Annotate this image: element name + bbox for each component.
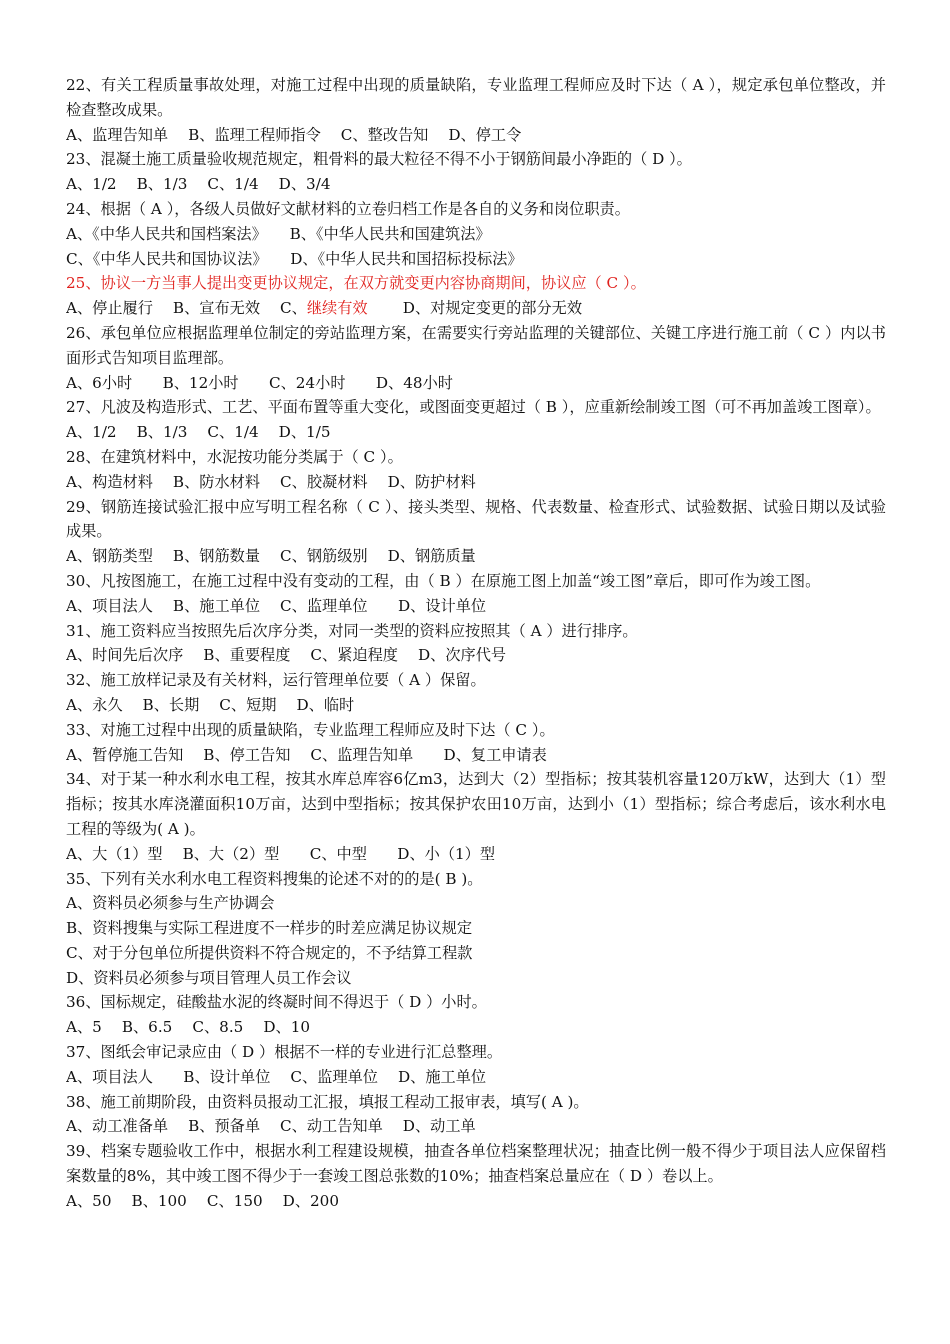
- question-35: 35、下列有关水利水电工程资料搜集的论述不对的的是( B )。: [66, 869, 483, 888]
- options-24-line-2: C、《中华人民共和国协议法》 D、《中华人民共和国招标投标法》: [66, 249, 523, 268]
- question-28: 28、在建筑材料中，水泥按功能分类属于（ C ）。: [66, 447, 403, 466]
- options-32: A、永久 B、长期 C、短期 D、临时: [66, 695, 355, 714]
- question-24: 24、根据（ A ），各级人员做好文献材料的立卷归档工作是各自的义务和岗位职责。: [66, 199, 630, 218]
- question-22: 22、有关工程质量事故处理，对施工过程中出现的质量缺陷，专业监理工程师应及时下达（ A ），规定承包单位整改，并检查整改成果。: [66, 76, 886, 119]
- question-36: 36、国标规定，硅酸盐水泥的终凝时间不得迟于（ D ）小时。: [66, 993, 487, 1012]
- highlighted-answer: 继续有效: [306, 299, 368, 318]
- question-37: 37、图纸会审记录应由（ D ）根据不一样的专业进行汇总整理。: [66, 1043, 503, 1062]
- options-36: A、5 B、6.5 C、8.5 D、10: [66, 1018, 311, 1037]
- options-39: A、50 B、100 C、150 D、200: [66, 1191, 340, 1210]
- question-29: 29、钢筋连接试验汇报中应写明工程名称（ C ）、接头类型、规格、代表数量、检查形式、试验数据、试验日期以及试验成果。: [66, 497, 886, 541]
- options-35-b: B、资料搜集与实际工程进度不一样步的时差应满足协议规定: [66, 919, 473, 938]
- options-34: A、大（1）型 B、大（2）型 C、中型 D、小（1）型: [66, 844, 496, 863]
- question-25-highlighted: 25、协议一方当事人提出变更协议规定，在双方就变更内容协商期间，协议应（ C ）。: [66, 274, 646, 293]
- options-25: A、停止履行 B、宣布无效 C、继续有效 D、对规定变更的部分无效: [66, 299, 583, 318]
- question-23: 23、混凝土施工质量验收规范规定，粗骨料的最大粒径不得不小于钢筋间最小净距的（ D ）。: [66, 150, 692, 169]
- options-31: A、时间先后次序 B、重要程度 C、紧迫程度 D、次序代号: [66, 646, 507, 665]
- question-30: 30、凡按图施工，在施工过程中没有变动的工程，由（ B ）在原施工图上加盖“竣工图”章后，即可作为竣工图。: [66, 571, 821, 590]
- options-24-line-1: A、《中华人民共和国档案法》 B、《中华人民共和国建筑法》: [66, 224, 491, 243]
- options-33: A、暂停施工告知 B、停工告知 C、监理告知单 D、复工申请表: [66, 745, 547, 764]
- question-33: 33、对施工过程中出现的质量缺陷，专业监理工程师应及时下达（ C ）。: [66, 720, 555, 739]
- options-38: A、动工准备单 B、预备单 C、动工告知单 D、动工单: [66, 1117, 476, 1136]
- options-30: A、项目法人 B、施工单位 C、监理单位 D、设计单位: [66, 596, 487, 615]
- options-35-d: D、资料员必须参与项目管理人员工作会议: [66, 968, 352, 987]
- question-38: 38、施工前期阶段，由资料员报动工汇报，填报工程动工报审表，填写( A )。: [66, 1092, 589, 1111]
- options-29: A、钢筋类型 B、钢筋数量 C、钢筋级别 D、钢筋质量: [66, 547, 476, 566]
- options-35-a: A、资料员必须参与生产协调会: [66, 894, 275, 913]
- question-27: 27、凡波及构造形式、工艺、平面布置等重大变化，或图面变更超过（ B ），应重新绘制竣工图（可不再加盖竣工图章）。: [66, 398, 881, 417]
- options-23: A、1/2 B、1/3 C、1/4 D、3/4: [66, 175, 331, 194]
- question-32: 32、施工放样记录及有关材料，运行管理单位要（ A ）保留。: [66, 671, 486, 690]
- options-35-c: C、对于分包单位所提供资料不符合规定的，不予结算工程款: [66, 943, 473, 962]
- options-37: A、项目法人 B、设计单位 C、监理单位 D、施工单位: [66, 1067, 487, 1086]
- options-27: A、1/2 B、1/3 C、1/4 D、1/5: [66, 423, 331, 442]
- question-31: 31、施工资料应当按照先后次序分类，对同一类型的资料应按照其（ A ）进行排序。: [66, 621, 638, 640]
- question-26: 26、承包单位应根据监理单位制定的旁站监理方案，在需要实行旁站监理的关键部位、关键工序进行施工前（ C ）内以书面形式告知项目监理部。: [66, 323, 886, 367]
- options-22: A、监理告知单 B、监理工程师指令 C、整改告知 D、停工令: [66, 125, 522, 144]
- options-26: A、6小时 B、12小时 C、24小时 D、48小时: [66, 373, 453, 392]
- options-28: A、构造材料 B、防水材料 C、胶凝材料 D、防护材料: [66, 472, 476, 491]
- question-34: 34、对于某一种水利水电工程，按其水库总库容6亿m3，达到大（2）型指标；按其装机容量120万kW，达到大（1）型指标；按其水库浇灌面积10万亩，达到中型指标；按其保护农田10万亩，达到小（1）型指标；综合考虑后，该水利水电工程的等级为( A )。: [66, 770, 886, 838]
- question-39: 39、档案专题验收工作中，根据水利工程建设规模，抽查各单位档案整理状况；抽查比例一般不得少于项目法人应保留档案数量的8%，其中竣工图不得少于一套竣工图总张数的10%；抽查档案总量应在（ D ）卷以上。: [66, 1142, 886, 1186]
